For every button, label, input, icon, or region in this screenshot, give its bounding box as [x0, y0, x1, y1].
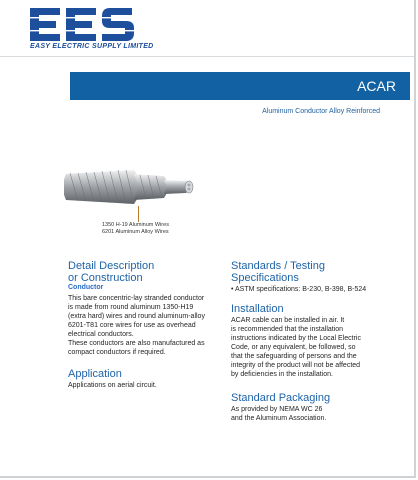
packaging-line: As provided by NEMA WC 26 — [231, 406, 323, 413]
installation-line: integrity of the product will not be affected — [231, 362, 361, 369]
installation-line: by deficiencies in the installation. — [231, 371, 333, 378]
conductor-description — [68, 294, 205, 357]
application-text: Applications on aerial circuit. — [68, 382, 157, 389]
conductor-line: is made from round aluminum 1350-H19 — [68, 304, 194, 311]
header-divider — [0, 56, 414, 57]
product-title: ACAR — [357, 78, 396, 94]
conductor-line: These conductors are also manufactured as — [68, 340, 205, 347]
standards-heading — [231, 260, 325, 284]
description-heading-line-2: or Construction — [68, 272, 143, 284]
conductor-label: Conductor — [68, 284, 104, 291]
product-subtitle: Aluminum Conductor Alloy Reinforced — [262, 108, 380, 115]
description-heading-line-1: Detail Description — [68, 260, 155, 272]
conductor-line: (extra hard) wires and round aluminum-alloy — [68, 313, 205, 320]
title-banner — [70, 72, 410, 100]
installation-line: is recommended that the installation — [231, 326, 344, 333]
application-heading: Application — [68, 368, 122, 380]
installation-line: instructions indicated by the Local Electric — [231, 335, 361, 342]
figure-caption — [102, 222, 169, 236]
description-heading — [68, 260, 154, 284]
conductor-line: electrical conductors. — [68, 331, 134, 338]
caption-line-2: 6201 Aluminum Alloy Wires — [102, 229, 169, 235]
installation-heading: Installation — [231, 303, 284, 315]
installation-line: ACAR cable can be installed in air. It — [231, 317, 345, 324]
packaging-line: and the Aluminum Association. — [231, 415, 327, 422]
cable-illustration — [64, 160, 204, 215]
packaging-text — [231, 405, 326, 423]
installation-line: that the safeguarding of persons and the — [231, 353, 357, 360]
installation-text — [231, 316, 361, 379]
company-name: EASY ELECTRIC SUPPLY LIMITED — [30, 43, 154, 50]
conductor-line: This bare concentric-lay stranded conductor — [68, 295, 205, 302]
caption-line-1: 1350 H-19 Aluminum Wires — [102, 222, 169, 228]
installation-line: Code, or any equivalent, be followed, so — [231, 344, 356, 351]
caption-leader-line — [138, 206, 139, 222]
standards-text: • ASTM specifications: B-230, B-398, B-524 — [231, 286, 367, 293]
conductor-line: compact conductors if required. — [68, 349, 166, 356]
packaging-heading: Standard Packaging — [231, 392, 331, 404]
standards-heading-line-1: Standards / Testing — [231, 260, 325, 272]
standards-heading-line-2: Specifications — [231, 272, 299, 284]
conductor-line: 6201-T81 core wires for use as overhead — [68, 322, 196, 329]
